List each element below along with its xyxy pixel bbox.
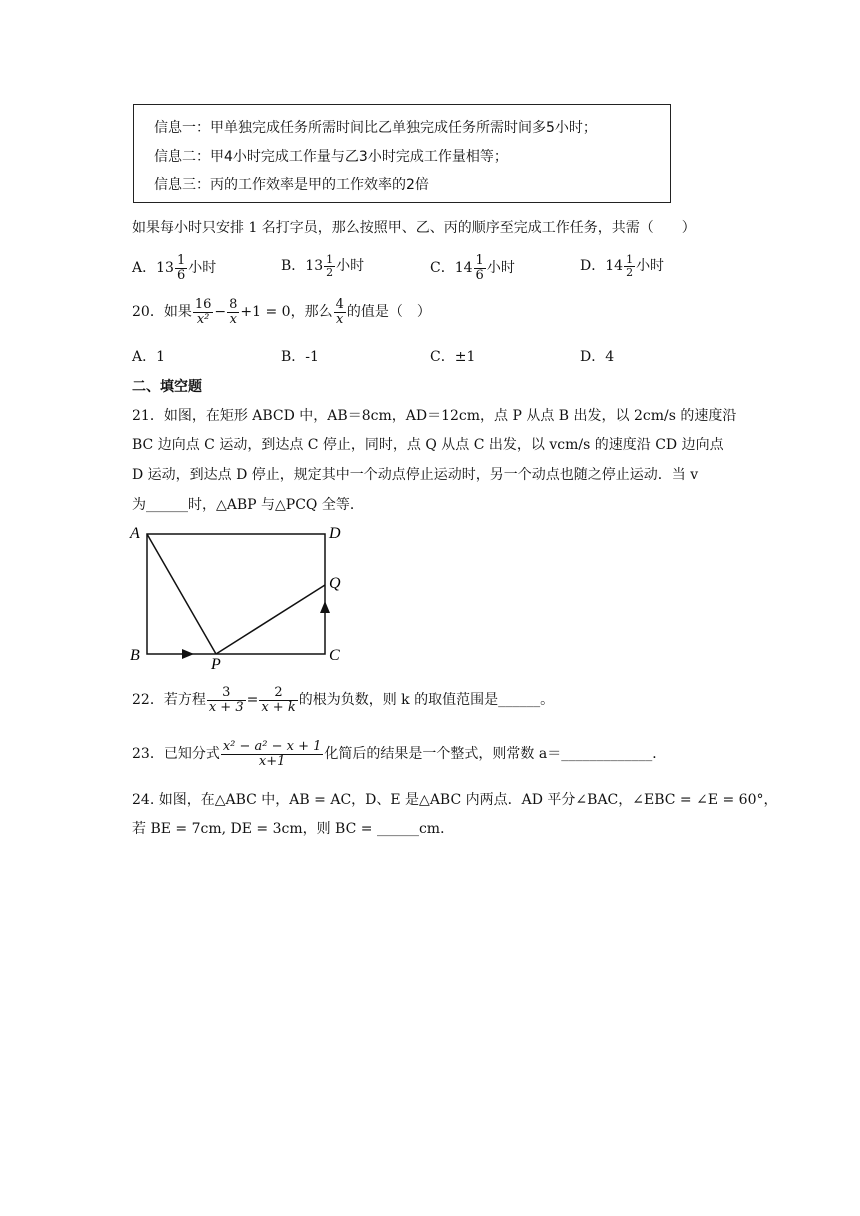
frac-den: x + 3 [208, 699, 244, 715]
rectangle-abcd [147, 534, 325, 654]
frac-num: 1 [626, 253, 634, 266]
label-c: C [329, 647, 340, 664]
segment-pq [216, 585, 325, 654]
frac-den: 2 [626, 265, 634, 279]
frac-num: x² − a² − x + 1 [222, 739, 322, 754]
q22-eq: = [246, 692, 259, 709]
frac-den: x + k [261, 699, 296, 715]
q19-stem: 如果每小时只安排 1 名打字员，那么按照甲、乙、丙的顺序至完成工作任务，共需（ ） [132, 220, 696, 236]
arrow-right-icon [182, 649, 194, 659]
q24-line-2: 若 BE = 7cm, DE = 3cm，则 BC = ______cm． [132, 821, 455, 837]
q20-option-a: A．1 [132, 349, 166, 365]
q22-prefix: 22．若方程 [132, 692, 206, 709]
frac-num: 3 [207, 686, 246, 701]
q19-option-b [281, 254, 364, 278]
q20-option-b: B．-1 [281, 349, 319, 365]
q20-minus: − [214, 304, 227, 321]
frac-num: 1 [475, 253, 484, 268]
frac-num: 16 [194, 297, 212, 312]
label-a: A [130, 525, 140, 542]
frac-num: 2 [259, 686, 297, 701]
arrow-up-icon [320, 601, 330, 613]
q22-suffix: 的根为负数，则 k 的取值范围是______。 [298, 692, 555, 709]
option-label: A． [132, 260, 157, 277]
frac-den: x [229, 311, 237, 327]
q20-mid: ，那么 [290, 304, 333, 321]
frac-den: 2 [326, 265, 334, 279]
option-unit: 小时 [486, 260, 515, 277]
frac-den: 6 [176, 267, 186, 283]
option-label: D． [580, 258, 606, 275]
q20-fraction-3 [334, 298, 346, 326]
segment-ap [147, 534, 216, 654]
q21-line-2: BC 边向点 C 运动，到达点 C 停止，同时，点 Q 从点 C 出发，以 vcm/s 的速度沿 CD 边向点 [132, 437, 724, 453]
q20-option-d: D．4 [580, 349, 615, 365]
info-line-1: 信息一：甲单独完成任务所需时间比乙单独完成任务所需时间多5小时； [154, 120, 597, 136]
q21-line-4: 为______时，△ABP 与△PCQ 全等． [132, 497, 364, 513]
option-unit: 小时 [336, 258, 365, 275]
frac-den: x² [196, 311, 210, 327]
frac-den: x [336, 311, 344, 327]
frac-den: 6 [475, 267, 484, 283]
q20-stem [132, 298, 431, 326]
label-q: Q [329, 575, 341, 592]
option-int: 14 [454, 260, 473, 277]
option-int: 13 [305, 258, 324, 275]
option-label: B． [281, 258, 306, 275]
label-d: D [329, 525, 341, 542]
info-line-2: 信息二：甲4小时完成工作量与乙3小时完成工作量相等； [154, 149, 508, 165]
q21-line-1: 21．如图，在矩形 ABCD 中，AB＝8cm，AD＝12cm，点 P 从点 B 出发，以 2cm/s 的速度沿 [132, 408, 737, 424]
frac-num: 1 [326, 253, 334, 266]
q20-fraction-1 [193, 298, 214, 326]
q23-suffix: 化简后的结果是一个整式，则常数 a＝_____________． [324, 746, 667, 763]
q20-tail: +1 = 0 [240, 304, 291, 321]
q19-option-d [580, 254, 664, 278]
option-fraction [624, 254, 635, 278]
option-unit: 小时 [188, 260, 217, 277]
q22-fraction-2 [259, 686, 297, 714]
frac-num: 8 [229, 297, 238, 312]
q23-stem [132, 740, 666, 768]
frac-den: x+1 [258, 753, 286, 769]
q20-suffix: 的值是（ ） [346, 304, 431, 321]
option-int: 13 [156, 260, 174, 277]
q23-prefix: 23．已知分式 [132, 746, 220, 763]
frac-num: 4 [335, 297, 344, 312]
option-unit: 小时 [636, 258, 665, 275]
option-fraction [474, 254, 486, 282]
option-fraction [324, 254, 335, 278]
label-b: B [130, 647, 140, 664]
q21-line-3: D 运动，到达点 D 停止，规定其中一个动点停止运动时，另一个动点也随之停止运动．当 v [132, 467, 699, 483]
option-int: 14 [605, 258, 624, 275]
q22-fraction-1 [207, 686, 246, 714]
option-fraction [175, 254, 187, 282]
q20-fraction-2 [227, 298, 239, 326]
q19-option-c [430, 254, 515, 282]
info-box [133, 104, 671, 203]
q21-figure [126, 518, 356, 673]
section-heading: 二、填空题 [132, 379, 202, 395]
q20-prefix: 20．如果 [132, 304, 192, 321]
frac-num: 1 [176, 253, 186, 268]
label-p: P [211, 656, 221, 673]
info-line-3: 信息三：丙的工作效率是甲的工作效率的2倍 [154, 177, 429, 193]
q20-option-c: C．±1 [430, 349, 476, 365]
q24-line-1: 24. 如图，在△ABC 中，AB = AC，D、E 是△ABC 内两点．AD 平分∠BAC，∠EBC = ∠E = 60°， [132, 792, 778, 808]
q19-option-a [132, 254, 216, 282]
q22-stem [132, 686, 554, 714]
q23-fraction [221, 740, 324, 768]
option-label: C． [430, 260, 455, 277]
